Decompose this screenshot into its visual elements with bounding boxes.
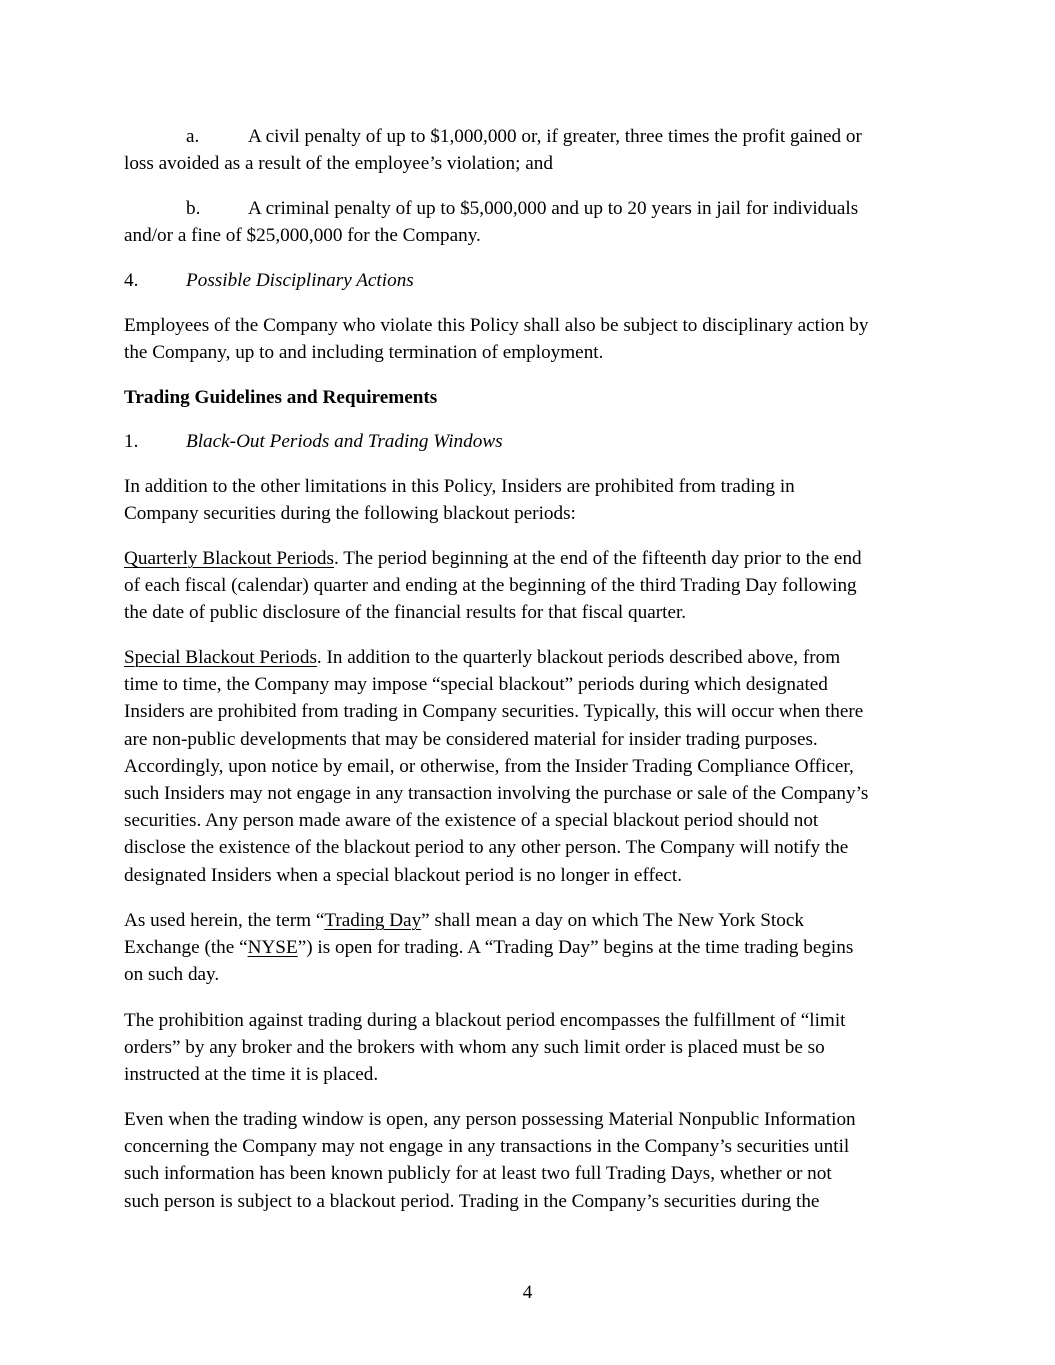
page-number: 4 [522,1282,533,1303]
section-1-number: 1. [124,431,139,452]
trading-guidelines-heading: Trading Guidelines and Requirements [124,387,438,408]
special-line5: Accordingly, upon notice by email, or otherwise, from the Insider Trading Compliance Officer, [124,755,854,777]
window-open-line3: such information has been known publicly for at least two full Trading Days, whether or not [124,1163,832,1185]
limit-orders-line2: orders” by any broker and the brokers with whom any such limit order is placed must be so [124,1037,825,1059]
limit-orders-paragraph [124,1007,944,1089]
special-line1: . In addition to the quarterly blackout periods described above, from [316,647,841,668]
window-open-line4: such person is subject to a blackout period. Trading in the Company’s securities during the [124,1190,820,1212]
special-line9: designated Insiders when a special blackout period is no longer in effect. [124,864,683,886]
blackout-intro-line1: In addition to the other limitations in this Policy, Insiders are prohibited from trading in [124,476,795,497]
item-b-text-line1: A criminal penalty of up to $5,000,000 and up to 20 years in jail for individuals [248,198,859,219]
definition-mid1: ” shall mean a day on which The New York Stock [421,910,804,931]
section-4-heading [124,267,944,294]
blackout-intro-line2: Company securities during the following blackout periods: [124,503,576,525]
limit-orders-line1: The prohibition against trading during a blackout period encompasses the fulfillment of “limit [124,1010,846,1031]
section-4-title: Possible Disciplinary Actions [186,270,414,291]
disciplinary-line1: Employees of the Company who violate this Policy shall also be subject to disciplinary action by [124,315,869,336]
item-b-text-line2: and/or a fine of $25,000,000 for the Company. [124,225,481,247]
quarterly-line3: the date of public disclosure of the financial results for that fiscal quarter. [124,602,687,624]
trading-day-term: Trading Day [324,910,422,931]
quarterly-blackout-term: Quarterly Blackout Periods [124,548,334,569]
special-line2: time to time, the Company may impose “special blackout” periods during which designated [124,674,828,696]
definition-pre: As used herein, the term “ [124,910,325,931]
special-blackout-paragraph [124,644,944,889]
blackout-intro-paragraph [124,473,944,527]
special-line7: securities. Any person made aware of the existence of a special blackout period should not [124,810,819,832]
item-a-text-line1: A civil penalty of up to $1,000,000 or, if greater, three times the profit gained or [248,126,862,147]
penalty-item-a [124,123,944,177]
item-a-text-line2: loss avoided as a result of the employee’s violation; and [124,153,553,175]
special-line8: disclose the existence of the blackout period to any other person. The Company will notify the [124,837,849,859]
item-b-label: b. [186,198,201,219]
trading-day-definition-paragraph [124,907,944,989]
section-4-number: 4. [124,270,139,291]
disciplinary-line2: the Company, up to and including termination of employment. [124,342,604,364]
nyse-term: NYSE [247,937,298,959]
window-open-line2: concerning the Company may not engage in any transactions in the Company’s securities until [124,1136,850,1158]
definition-line2-rest: ”) is open for trading. A “Trading Day” begins at the time trading begins [297,937,854,959]
special-blackout-term: Special Blackout Periods [124,647,317,668]
special-line3: Insiders are prohibited from trading in Company securities. Typically, this will occur when there [124,701,864,723]
section-1-title: Black-Out Periods and Trading Windows [186,431,503,452]
disciplinary-paragraph [124,312,944,366]
quarterly-line2: of each fiscal (calendar) quarter and ending at the beginning of the third Trading Day following [124,575,857,597]
window-open-line1: Even when the trading window is open, any person possessing Material Nonpublic Information [124,1109,856,1130]
penalty-item-b [124,195,944,249]
section-1-heading [124,428,944,455]
limit-orders-line3: instructed at the time it is placed. [124,1064,379,1086]
quarterly-line1: . The period beginning at the end of the fifteenth day prior to the end [333,548,862,569]
definition-mid2: Exchange (the “ [124,937,248,959]
definition-line3: on such day. [124,964,220,986]
window-open-paragraph [124,1106,944,1215]
special-line4: are non-public developments that may be considered material for insider trading purposes. [124,728,818,750]
special-line6: such Insiders may not engage in any transaction involving the purchase or sale of the Company’s [124,783,869,805]
item-a-label: a. [186,126,200,147]
quarterly-blackout-paragraph [124,545,944,627]
